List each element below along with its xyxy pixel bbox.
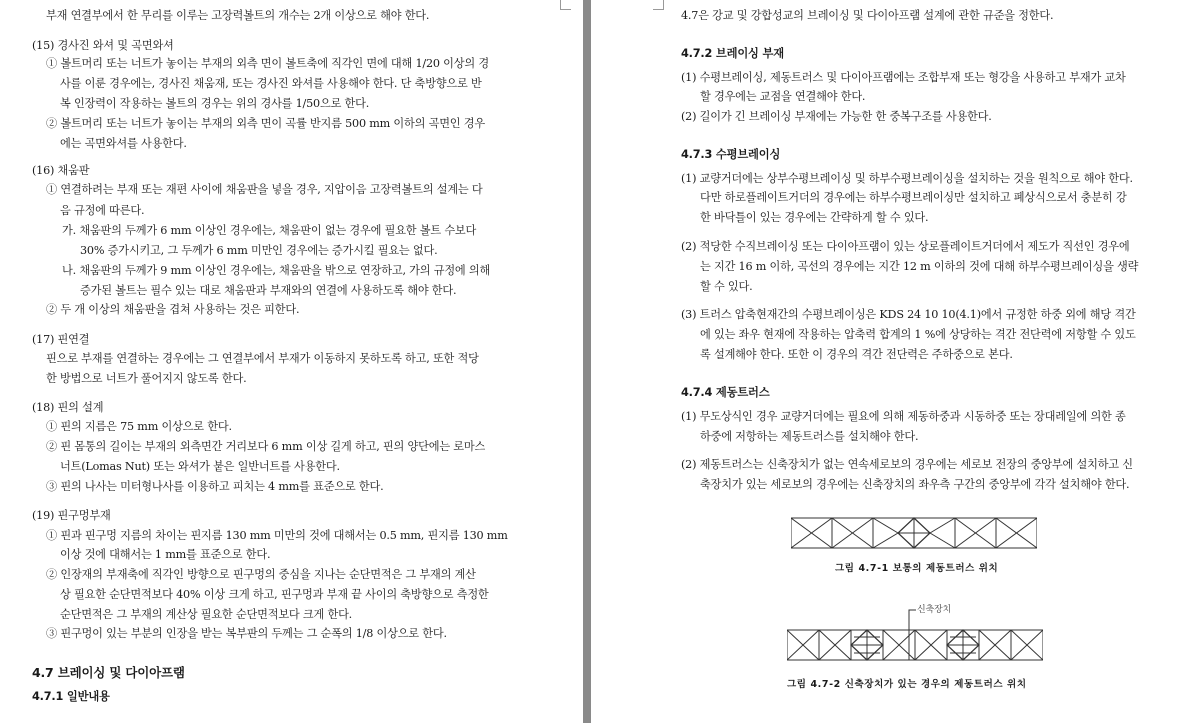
page-corner-mark: [653, 0, 664, 10]
body-line: 부재 연결부에서 한 무리를 이루는 고장력볼트의 개수는 2개 이상으로 해야 한다.: [46, 9, 430, 22]
body-line: 사를 이룬 경우에는, 경사진 채움재, 또는 경사진 와셔를 사용해야 한다. 단 축방향으로 반: [60, 77, 482, 90]
body-line: 30% 증가시키고, 그 두께가 6 mm 미만인 경우에는 증가시킬 필요는 없다.: [80, 244, 438, 257]
section-heading: (16) 채움판: [32, 164, 90, 177]
page-corner-mark: [560, 0, 571, 10]
body-line: ① 볼트머리 또는 너트가 놓이는 부재의 외측 면이 볼트축에 직각인 면에 대해 1/20 이상의 경: [46, 57, 489, 70]
section-heading: (18) 핀의 설계: [32, 401, 104, 414]
braking-truss-figure: [791, 514, 1037, 552]
body-line: 다만 하로플레이트거더의 경우에는 하부수평브레이싱만 설치하고 폐상식으로서 충분히 강: [700, 191, 1127, 204]
figure-caption: 그림 4.7-2 신축장치가 있는 경우의 제동트러스 위치: [787, 679, 1027, 690]
body-line: 핀으로 부재를 연결하는 경우에는 그 연결부에서 부재가 이동하지 못하도록 하고, 또한 적당: [46, 352, 479, 365]
body-line: 이상 것에 대해서는 1 mm를 표준으로 한다.: [60, 548, 271, 561]
body-line: ③ 핀의 나사는 미터형나사를 이용하고 피치는 4 mm를 표준으로 한다.: [46, 480, 384, 493]
body-line: (2) 제동트러스는 신축장치가 없는 연속세로보의 경우에는 세로보 전장의 중앙부에 설치하고 신: [681, 458, 1133, 471]
body-line: 상 필요한 순단면적보다 40% 이상 크게 하고, 핀구멍과 부재 끝 사이의 축방향으로 측정한: [60, 588, 489, 601]
body-line: (2) 길이가 긴 브레이싱 부재에는 가능한 한 중복구조를 사용한다.: [681, 110, 992, 123]
body-line: ② 핀 몸통의 길이는 부재의 외측면간 거리보다 6 mm 이상 길게 하고, 핀의 양단에는 로마스: [46, 440, 486, 453]
body-line: (3) 트러스 압축현재간의 수평브레이싱은 KDS 24 10 10(4.1)에서 규정한 하중 외에 해당 격간: [681, 308, 1136, 321]
figure-caption: 그림 4.7-1 보통의 제동트러스 위치: [835, 563, 999, 574]
left-page: [0, 0, 583, 723]
body-line: ③ 핀구멍이 있는 부분의 인장을 받는 복부판의 두께는 그 순폭의 1/8 이상으로 한다.: [46, 627, 447, 640]
body-line: (2) 적당한 수직브레이싱 또는 다이아프램이 있는 상로플레이트거더에서 제도가 직선인 경우에: [681, 240, 1130, 253]
body-line: 록 설계해야 한다. 또한 이 경우의 격간 전단력은 주하중으로 본다.: [700, 348, 1013, 361]
right-page: [591, 0, 1183, 723]
body-line: 는 지간 16 m 이하, 곡선의 경우에는 지간 12 m 이하의 것에 대해 하부수평브레이싱을 생략: [700, 260, 1139, 273]
body-line: ① 핀과 핀구멍 지름의 차이는 핀지름 130 mm 미만의 것에 대해서는 0.5 mm, 핀지름 130 mm: [46, 529, 508, 542]
body-line: 복 인장력이 작용하는 볼트의 경우는 위의 경사를 1/50으로 한다.: [60, 97, 370, 110]
body-line: 4.7은 강교 및 강합성교의 브레이싱 및 다이아프램 설계에 관한 규준을 정한다.: [681, 9, 1054, 22]
body-line: ① 연결하려는 부재 또는 재편 사이에 채움판을 넣을 경우, 지압이음 고장력볼트의 설계는 다: [46, 183, 483, 196]
body-line: ② 인장재의 부재축에 직각인 방향으로 핀구멍의 중심을 지나는 순단면적은 그 부재의 계산: [46, 568, 476, 581]
body-line: ② 두 개 이상의 채움판을 겹쳐 사용하는 것은 피한다.: [46, 303, 300, 316]
subsection-heading: 4.7.3 수평브레이싱: [681, 148, 781, 161]
expansion-joint-truss-figure: [787, 604, 1043, 664]
section-heading: (15) 경사진 와셔 및 곡면와셔: [32, 39, 174, 52]
body-line: 너트(Lomas Nut) 또는 와셔가 붙은 일반너트를 사용한다.: [60, 460, 340, 473]
body-line: (1) 무도상식인 경우 교량거더에는 필요에 의해 제동하중과 시동하중 또는 장대레일에 의한 종: [681, 410, 1126, 423]
body-line: (1) 수평브레이싱, 제동트러스 및 다이아프램에는 조합부재 또는 형강을 사용하고 부재가 교차: [681, 71, 1126, 84]
body-line: ② 볼트머리 또는 너트가 놓이는 부재의 외측 면이 곡률 반지름 500 mm 이하의 곡면인 경우: [46, 117, 485, 130]
body-line: 에 있는 좌우 현재에 작용하는 압축력 합계의 1 %에 상당하는 격간 전단력에 저항할 수 있도: [700, 328, 1136, 341]
body-line: ① 핀의 지름은 75 mm 이상으로 한다.: [46, 420, 232, 433]
body-line: 에는 곡면와셔를 사용한다.: [60, 137, 187, 150]
section-heading: (19) 핀구멍부재: [32, 509, 111, 522]
body-line: 한 방법으로 너트가 풀어지지 않도록 한다.: [46, 372, 247, 385]
body-line: 할 경우에는 교점을 연결해야 한다.: [700, 90, 866, 103]
expansion-joint-label: 신축장치: [917, 605, 951, 615]
body-line: 하중에 저항하는 제동트러스를 설치해야 한다.: [700, 430, 919, 443]
body-line: 할 수 있다.: [700, 280, 753, 293]
body-line: 증가된 볼트는 필수 있는 대로 채움판과 부재와의 연결에 사용하도록 해야 한다.: [80, 284, 457, 297]
body-line: 한 바닥틀이 있는 경우에는 간략하게 할 수 있다.: [700, 211, 929, 224]
body-line: 음 규정에 따른다.: [60, 204, 145, 217]
page-gutter: [583, 0, 591, 723]
body-line: (1) 교량거더에는 상부수평브레이싱 및 하부수평브레이싱을 설치하는 것을 원칙으로 해야 한다.: [681, 172, 1133, 185]
body-line: 순단면적은 그 부재의 계산상 필요한 순단면적보다 크게 한다.: [60, 608, 353, 621]
subsection-heading: 4.7.4 제동트러스: [681, 386, 770, 399]
body-line: 가. 채움판의 두께가 6 mm 이상인 경우에는, 채움판이 없는 경우에 필요한 볼트 수보다: [62, 224, 477, 237]
subsection-heading: 4.7.2 브레이싱 부재: [681, 47, 784, 60]
body-line: 나. 채움판의 두께가 9 mm 이상인 경우에는, 채움판을 밖으로 연장하고, 가의 규정에 의해: [62, 264, 491, 277]
chapter-heading: 4.7 브레이싱 및 다이아프램: [32, 665, 185, 680]
section-heading: (17) 핀연결: [32, 333, 90, 346]
subsection-heading: 4.7.1 일반내용: [32, 690, 110, 703]
body-line: 축장치가 있는 세로보의 경우에는 신축장치의 좌우측 구간의 중앙부에 각각 설치해야 한다.: [700, 478, 1130, 491]
